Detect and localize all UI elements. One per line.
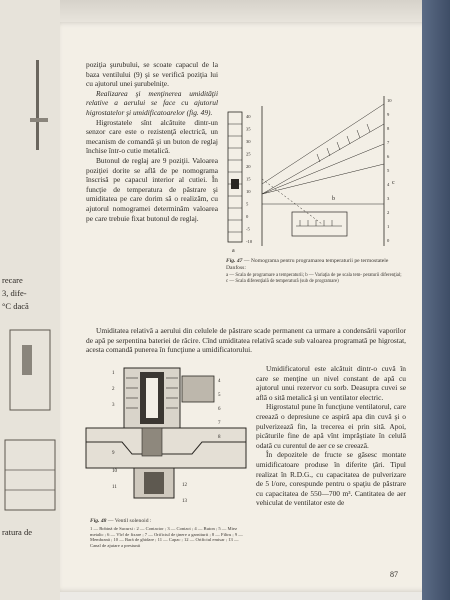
paragraph: Higrostatele sînt alcătuite dintr-un senzor care este o rezistenţă electrică, un mecanism de comandă şi un buton de reglaj închise într-o cutie metalică.	[86, 117, 218, 156]
nomogram-right-tick-label: 7	[387, 140, 390, 145]
nomogram-left-tick-label: -10	[246, 239, 253, 244]
caption-legend: 1 — Bobină de Sucursi : 2 — Contactor ; 3 — Contact ; 4 — Buton ; 5 — Miez metalic ; 6 — Vîrf de fixare ; 7 — Orificiul de ţinere a garniturii ; 8 — Filtru ; 9 — Membrană ; 10 — Bară de ghidare ; 11 — Capac ; 12 — Orificiul emisar ; 13 — Canal de ajutare a presiunii	[90, 526, 243, 548]
left-fragment: ratura de	[2, 527, 32, 537]
svg-text:2: 2	[112, 387, 115, 392]
right-column-top	[86, 60, 218, 223]
valve-caption	[90, 518, 250, 548]
svg-text:4: 4	[218, 379, 221, 384]
nomogram-left-tick-label: 0	[246, 214, 249, 219]
nomogram-left-tick-label: 40	[246, 114, 251, 119]
svg-text:11: 11	[112, 485, 117, 490]
svg-text:1: 1	[112, 371, 115, 376]
svg-text:7: 7	[218, 421, 221, 426]
nomogram-right-tick-label: 1	[387, 224, 390, 229]
nomogram-figure	[222, 84, 402, 254]
paragraph: Realizarea şi menţinerea umidităţii relative a aerului se face cu ajutorul higrostatelor şi umidificatoarelor (fig. 49).	[86, 88, 218, 117]
previous-page-edge	[0, 0, 60, 600]
nomogram-right-tick-label: 8	[387, 126, 390, 131]
nomogram-right-tick-label: 0	[387, 238, 390, 243]
caption-label: Fig. 48	[90, 518, 107, 524]
paragraph: În depozitele de fructe se găsesc montate umidificatoare produse în diferite ţări. Tipul realizat în R.D.G., cu capacitatea de pulverizare de 5 l/ore, corespunde pentru o spaţiu de păstrare cu capacitatea de 550—700 m³. Cantitatea de aer vehiculat de ventilator este de	[256, 450, 406, 508]
nomogram-left-tick-label: 30	[246, 139, 251, 144]
svg-text:10: 10	[112, 469, 117, 474]
nomogram-right-tick-label: 5	[387, 168, 390, 173]
left-fragment: °C dacă	[2, 301, 29, 311]
nomogram-right-tick-label: 10	[387, 98, 392, 103]
nomogram-left-tick-label: -5	[246, 226, 250, 232]
caption-label: Fig. 47	[226, 258, 243, 264]
svg-text:5: 5	[218, 393, 221, 398]
nomogram-right-tick-label: 9	[387, 112, 390, 117]
svg-text:12: 12	[182, 483, 187, 488]
nomogram-left-tick-label: 5	[246, 201, 249, 207]
svg-text:3: 3	[112, 403, 115, 408]
paragraph: Higrostatul pune în funcţiune ventilatorul, care creează o depresiune ce aspiră apa din cuvă şi o pulverizează fin, la trecerea ei prin sită. Apoi, picăturile fine de apă vînt imprăştiate în celulă odată cu curentul de aer ce se creează.	[256, 402, 406, 450]
caption-legend: a — Scala de programare a temperaturii; b — Variaţia de pe scala tem- peraturii diferenţial; c — Scala diferenţială de temperatură (sub de programare)	[226, 273, 402, 284]
svg-text:6: 6	[218, 407, 221, 412]
svg-text:8: 8	[218, 435, 221, 440]
previous-page-drawing	[0, 0, 60, 600]
nomogram-right-tick-label: 6	[387, 154, 390, 159]
paragraph: poziţia şurubului, se scoate capacul de la baza ventilului (9) şi se verifică poziţia lui cu ajutorul unei şurubelniţe.	[86, 60, 218, 89]
nomogram-left-tick-label: 20	[246, 164, 251, 169]
left-fragment: recare	[2, 275, 23, 285]
nomogram-left-tick-label: 25	[246, 151, 251, 157]
solenoid-valve-figure	[82, 362, 248, 512]
caption-text: — Nomograma pentru programarea temperaturii pe termostatele Danfoss:	[226, 258, 389, 271]
nomogram-left-tick-label: 35	[246, 126, 251, 132]
svg-text:9: 9	[112, 451, 115, 456]
nomogram-right-tick-label: 3	[387, 196, 390, 201]
book-cover-edge	[422, 0, 450, 600]
book-page	[60, 22, 430, 592]
book-top-edge	[0, 0, 450, 22]
caption-text: — Ventil solenoid :	[106, 518, 152, 524]
paragraph: Butonul de reglaj are 9 poziţii. Valoarea poziţiei dorite se află de pe nomograma înscrisă pe capacul interior al cutiei. În funcţie de temperatura de păstrare şi umiditatea pe care dorim să o realizăm, cu ajutorul nomogramei determinăm valoarea pe care trebuie fixat butonul de reglaj.	[86, 155, 218, 223]
svg-text:13: 13	[182, 499, 187, 504]
nomogram-label-a: a	[232, 248, 235, 254]
nomogram-label-c: c	[392, 180, 395, 186]
paragraph: Umiditatea relativă a aerului din celulele de păstrare scade permanent ca urmare a condensării vaporilor de apă pe serpentina bateriei de răcire. Cînd umiditatea relativă scade sub valoarea programată pe higrostat, acesta comandă punerea în funcţiune a umidificatorului.	[86, 326, 406, 355]
nomogram-label-b: b	[332, 196, 335, 202]
paragraph: Umidificatorul este alcătuit dintr-o cuvă în care se menţine un nivel constant de apă cu ajutorul unui rezervor cu sorb. Deasupra cuvei se află o sită metalică şi un ventilator electric.	[256, 364, 406, 402]
nomogram-right-tick-label: 2	[387, 210, 390, 215]
left-fragment: 3, dife-	[2, 288, 27, 298]
full-width-text	[86, 326, 406, 355]
nomogram-right-tick-label: 4	[387, 182, 390, 187]
right-column-bottom	[256, 364, 406, 508]
nomogram-caption	[226, 258, 404, 285]
page-number: 87	[390, 570, 398, 579]
nomogram-left-tick-label: 15	[246, 176, 251, 182]
nomogram-left-tick-label: 10	[246, 189, 251, 194]
